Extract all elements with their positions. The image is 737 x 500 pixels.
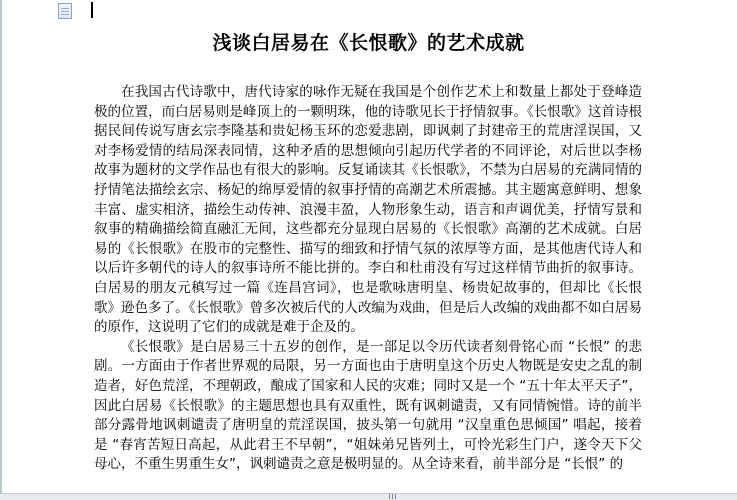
- text-cursor: [91, 2, 93, 18]
- status-bar: [0, 493, 737, 500]
- paragraph-2: 《长恨歌》是白居易三十五岁的创作，是一部足以令历代读者刻骨铭心而 “长恨” 的悲剧。一方面由于作者世界观的局限，另一方面也由于唐明皇这个历史人物既是安史之乱的制造者，好色荒淫，不理朝政，酿成了国家和人民的灾难；同时又是一个 “五十年太平天子”，因此白居易《长恨歌》的主题思想也具有双重性，既有讽刺谴责，又有同情惋惜。诗的前半部分露骨地讽刺谴责了唐明皇的荒淫误国，披头第一句就用 “汉皇重色思倾国” 唱起，接着是 “春宵苦短日高起，从此君王不早朝”，“姐妹弟兄皆列土，可怜光彩生门户，遂令天下父母心，不重生男重生女”，讽刺谴责之意是极明显的。从全诗来看，前半部分是 “长恨” 的: [94, 338, 642, 473]
- paragraph-1: 在我国古代诗歌中，唐代诗家的咏作无疑在我国是个创作艺术上和数量上都处于登峰造极的位置，而白居易则是峰顶上的一颗明珠，他的诗歌见长于抒情叙事。《长恨歌》这首诗根据民间传说写唐玄宗李隆基和贵妃杨玉环的恋爱悲剧，即讽刺了封建帝王的荒唐淫误国，又对李杨爱情的结局深表同情，这种矛盾的思想倾向引起历代学者的不同评论，对后世以李杨故事为题材的文学作品也有很大的影响。反复诵读其《长恨歌》，不禁为白居易的充满同情的抒情笔法描绘玄宗、杨妃的绵厚爱情的叙事抒情的高潮艺术所震撼。其主题寓意鲜明、想象丰富、虚实相济，描绘生动传神、浪漫丰盈，人物形象生动，语言和声调优美，抒情写景和叙事的精确描绘简直融汇无间，这些都充分显现白居易的《长恨歌》高潮的艺术成就。白居易的《长恨歌》在股市的完整性、描写的细致和抒情气氛的浓厚等方面，是其他唐代诗人和以后许多朝代的诗人的叙事诗所不能比拼的。李白和杜甫没有写过这样情节曲折的叙事诗。白居易的朋友元稹写过一篇《连昌宫词》，也是歌咏唐明皇、杨贵妃故事的，但却比《长恨歌》逊色多了。《长恨歌》曾多次被后代的人改编为戏曲，但是后人改编的戏曲都不如白居易的原作，这说明了它们的成就是难于企及的。: [94, 84, 642, 336]
- document-icon[interactable]: [58, 3, 72, 19]
- document-body[interactable]: [94, 83, 642, 475]
- status-bar-grip[interactable]: [389, 494, 397, 499]
- document-title: 浅谈白居易在《长恨歌》的艺术成就: [212, 32, 525, 54]
- window-left-border: [0, 0, 2, 500]
